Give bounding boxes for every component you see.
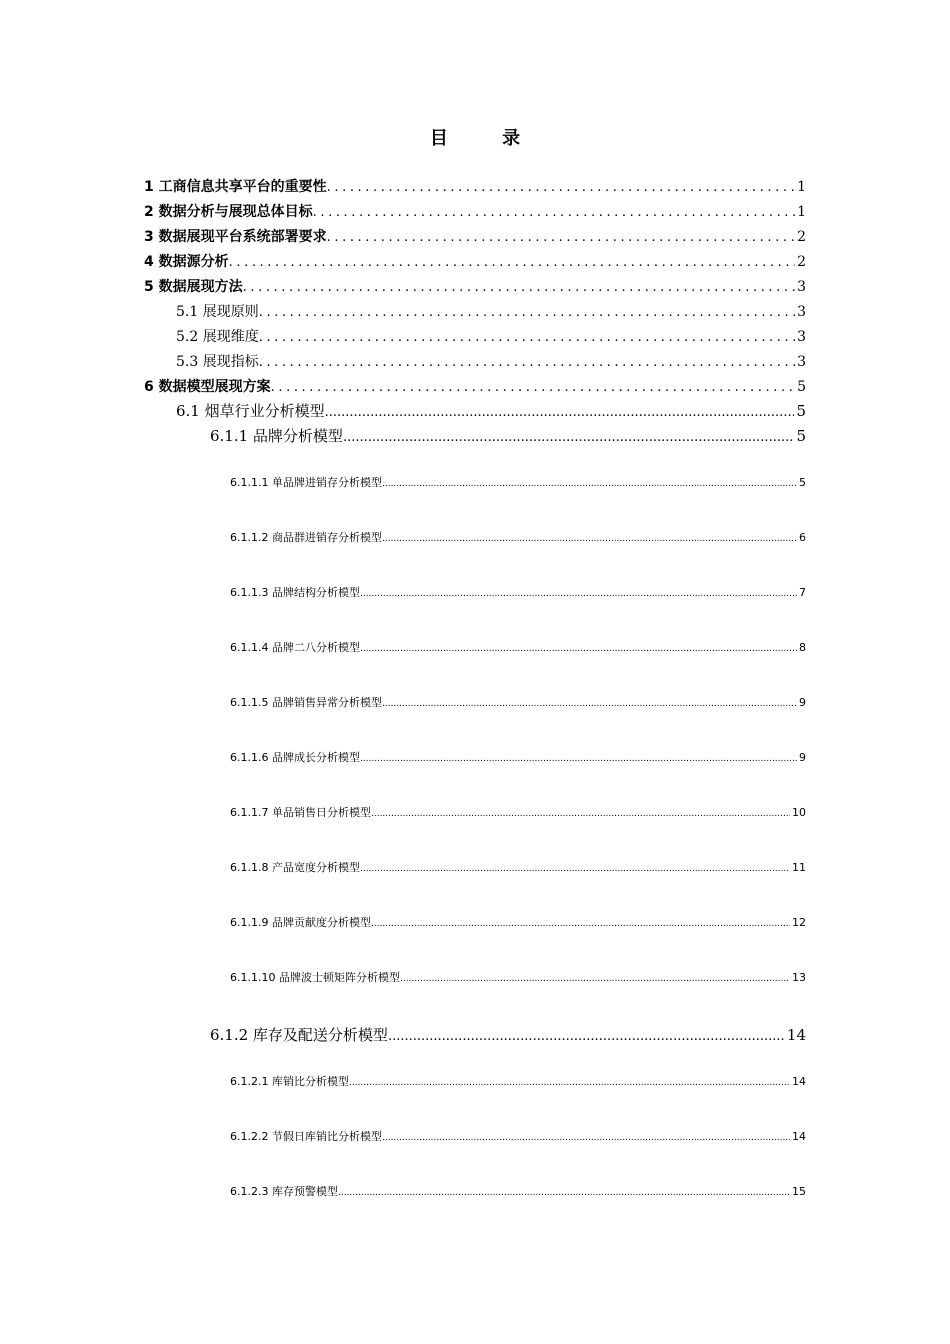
toc-dot-leader (259, 330, 795, 345)
toc-entry-text: 6.1.1.6 品牌成长分析模型 (230, 751, 360, 764)
toc-page-number: 3 (797, 304, 806, 320)
toc-entry-text: 6.1.1 品牌分析模型 (210, 427, 343, 445)
toc-entry[interactable] (176, 326, 806, 348)
toc-page-number: 13 (792, 971, 806, 984)
toc-page-number: 14 (792, 1130, 806, 1143)
toc-page-number: 6 (799, 531, 806, 544)
toc-entry[interactable] (144, 276, 806, 298)
toc-dot-leader (349, 1078, 790, 1088)
toc-entry-text: 6.1.2 库存及配送分析模型 (210, 1026, 388, 1044)
toc-entry-text: 2 数据分析与展现总体目标 (144, 204, 313, 220)
toc-entry[interactable] (230, 969, 806, 987)
toc-entry[interactable] (144, 251, 806, 273)
toc-page-number: 12 (792, 916, 806, 929)
toc-dot-leader (360, 589, 797, 599)
toc-dot-leader (388, 1029, 785, 1044)
toc-entry[interactable] (230, 859, 806, 877)
toc-dot-leader (382, 479, 797, 489)
toc-dot-leader (382, 534, 797, 544)
toc-entry[interactable] (230, 529, 806, 547)
toc-page-number: 5 (796, 427, 806, 445)
toc-dot-leader (360, 754, 797, 764)
toc-entry-text: 6.1.1.5 品牌销售异常分析模型 (230, 696, 382, 709)
toc-entry[interactable] (210, 425, 806, 447)
toc-dot-leader (259, 355, 795, 370)
toc-dot-leader (371, 919, 790, 929)
toc-entry-text: 6.1.1.7 单品销售日分析模型 (230, 806, 371, 819)
toc-dot-leader (360, 644, 797, 654)
toc-title: 目 录 (429, 128, 545, 149)
toc-dot-leader (382, 1133, 790, 1143)
toc-dot-leader (338, 1188, 790, 1198)
toc-page-number: 2 (797, 254, 806, 270)
toc-entry[interactable] (176, 351, 806, 373)
toc-dot-leader (259, 305, 795, 320)
toc-entry-text: 6.1.2.2 节假日库销比分析模型 (230, 1130, 382, 1143)
toc-entry[interactable] (230, 1183, 806, 1201)
toc-entry-text: 6.1.1.8 产品宽度分析模型 (230, 861, 360, 874)
toc-page-number: 14 (786, 1026, 806, 1044)
toc-entry-text: 6 数据模型展现方案 (144, 379, 271, 395)
toc-entry-text: 5.2 展现维度 (176, 329, 259, 345)
toc-entry-text: 5 数据展现方法 (144, 279, 243, 295)
toc-entry-text: 6.1.2.1 库销比分析模型 (230, 1075, 349, 1088)
toc-page-number: 3 (797, 279, 806, 295)
toc-entry-text: 6.1.1.4 品牌二八分析模型 (230, 641, 360, 654)
toc-page-number: 10 (792, 806, 806, 819)
toc-dot-leader (327, 180, 795, 195)
toc-dot-leader (400, 974, 790, 984)
toc-entry-text: 6.1.1.1 单品牌进销存分析模型 (230, 476, 382, 489)
toc-page-number: 15 (792, 1185, 806, 1198)
toc-page-number: 3 (797, 329, 806, 345)
toc-page-number: 7 (799, 586, 806, 599)
toc-entry[interactable] (230, 914, 806, 932)
toc-entry-text: 3 数据展现平台系统部署要求 (144, 229, 327, 245)
toc-entry[interactable] (230, 694, 806, 712)
toc-dot-leader (325, 405, 795, 420)
toc-page-number: 5 (799, 476, 806, 489)
toc-entry[interactable] (230, 639, 806, 657)
toc-entry-text: 5.1 展现原则 (176, 304, 259, 320)
toc-dot-leader (343, 430, 795, 445)
toc-entry[interactable] (144, 176, 806, 198)
toc-page-number: 1 (797, 179, 806, 195)
toc-page-number: 3 (797, 354, 806, 370)
toc-entry[interactable] (144, 376, 806, 398)
toc-page-number: 9 (799, 696, 806, 709)
toc-entry[interactable] (144, 226, 806, 248)
toc-entry[interactable] (230, 804, 806, 822)
toc-page-number: 14 (792, 1075, 806, 1088)
toc-dot-leader (313, 205, 795, 220)
toc-dot-leader (243, 280, 795, 295)
toc-page-number: 5 (796, 402, 806, 420)
toc-entry-text: 1 工商信息共享平台的重要性 (144, 179, 327, 195)
toc-entry[interactable] (230, 1128, 806, 1146)
toc-entry[interactable] (230, 584, 806, 602)
toc-entry-text: 6.1.2.3 库存预警模型 (230, 1185, 338, 1198)
toc-page-number: 2 (797, 229, 806, 245)
toc-entry-text: 6.1.1.2 商品群进销存分析模型 (230, 531, 382, 544)
toc-dot-leader (271, 380, 795, 395)
toc-page-number: 8 (799, 641, 806, 654)
toc-entry-text: 6.1 烟草行业分析模型 (176, 402, 325, 420)
toc-dot-leader (327, 230, 795, 245)
toc-page-number: 9 (799, 751, 806, 764)
toc-entry-text: 5.3 展现指标 (176, 354, 259, 370)
toc-entry[interactable] (210, 1024, 806, 1046)
toc-dot-leader (229, 255, 795, 270)
toc-page-number: 1 (797, 204, 806, 220)
toc-entry[interactable] (176, 301, 806, 323)
toc-entry-text: 4 数据源分析 (144, 254, 229, 270)
toc-dot-leader (371, 809, 790, 819)
toc-entry[interactable] (176, 400, 806, 422)
toc-dot-leader (382, 699, 797, 709)
toc-entry[interactable] (230, 749, 806, 767)
toc-page-number: 5 (797, 379, 806, 395)
toc-dot-leader (360, 864, 790, 874)
toc-entry-text: 6.1.1.3 品牌结构分析模型 (230, 586, 360, 599)
toc-entry-text: 6.1.1.9 品牌贡献度分析模型 (230, 916, 371, 929)
toc-entry[interactable] (230, 1073, 806, 1091)
toc-entry[interactable] (144, 201, 806, 223)
toc-entry-text: 6.1.1.10 品牌波士顿矩阵分析模型 (230, 971, 400, 984)
toc-entry[interactable] (230, 474, 806, 492)
toc-page-number: 11 (792, 861, 806, 874)
